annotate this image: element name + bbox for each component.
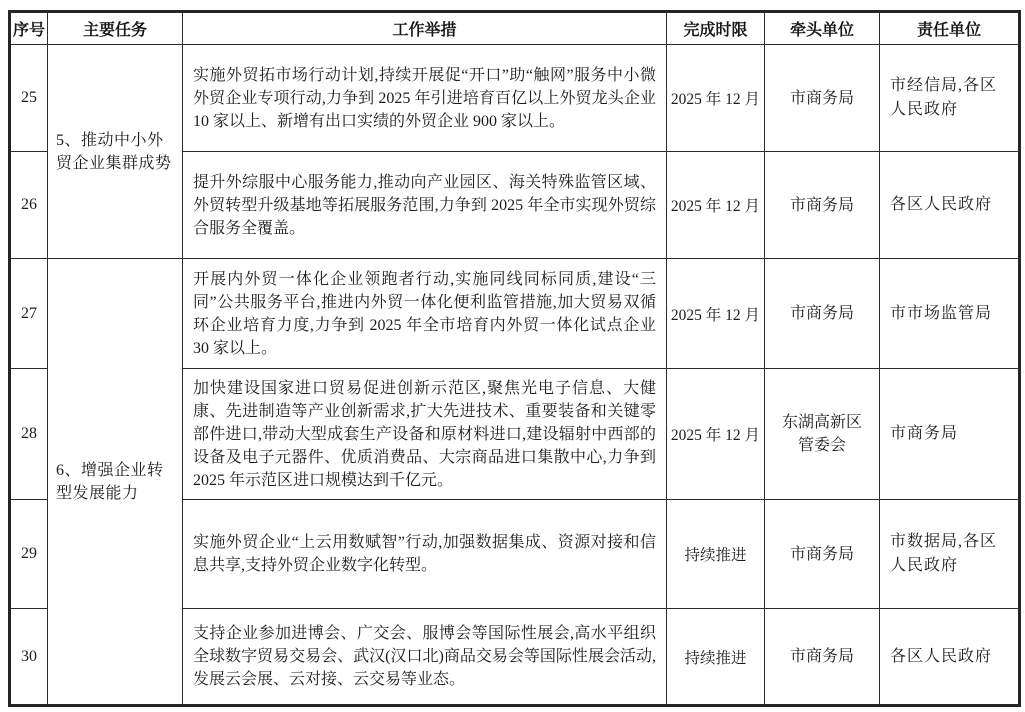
lead-unit: 市商务局: [765, 500, 880, 609]
measure-text: 实施外贸拓市场行动计划,持续开展促“开口”助“触网”服务中小微外贸企业专项行动,力争到 2025 年引进培育百亿以上外贸龙头企业 10 家以上、新增有出口实绩的外贸企业 900 家以上。: [183, 45, 667, 152]
deadline: 2025 年 12 月: [667, 259, 765, 369]
table-row: [10, 45, 1020, 152]
measure-text: 开展内外贸一体化企业领跑者行动,实施同线同标同质,建设“三同”公共服务平台,推进内外贸一体化便利监管措施,加大贸易双循环企业培育力度,力争到 2025 年全市培育内外贸一体化试点企业 30 家以上。: [183, 259, 667, 369]
lead-unit: 市商务局: [765, 609, 880, 706]
row-serial: 26: [10, 152, 48, 259]
col-header-responsible-unit: 责任单位: [880, 12, 1020, 45]
deadline: 2025 年 12 月: [667, 152, 765, 259]
lead-unit: 市商务局: [765, 259, 880, 369]
lead-unit: 东湖高新区管委会: [765, 369, 880, 500]
col-header-measures: 工作举措: [183, 12, 667, 45]
col-header-main-task: 主要任务: [48, 12, 183, 45]
responsible-unit: 市经信局,各区人民政府: [880, 45, 1020, 152]
row-serial: 29: [10, 500, 48, 609]
row-serial: 28: [10, 369, 48, 500]
deadline: 2025 年 12 月: [667, 369, 765, 500]
deadline: 持续推进: [667, 500, 765, 609]
task-breakdown-table: [8, 10, 1021, 707]
row-serial: 27: [10, 259, 48, 369]
responsible-unit: 市商务局: [880, 369, 1020, 500]
responsible-unit: 市市场监管局: [880, 259, 1020, 369]
responsible-unit: 各区人民政府: [880, 609, 1020, 706]
measure-text: 加快建设国家进口贸易促进创新示范区,聚焦光电子信息、大健康、先进制造等产业创新需求,扩大先进技术、重要装备和关键零部件进口,带动大型成套生产设备和原材料进口,建设辐射中西部的设备及电子元器件、优质消费品、大宗商品进口集散中心,力争到 2025 年示范区进口规模达到千亿元。: [183, 369, 667, 500]
row-serial: 30: [10, 609, 48, 706]
deadline: 持续推进: [667, 609, 765, 706]
lead-unit: 市商务局: [765, 152, 880, 259]
col-header-lead-unit: 牵头单位: [765, 12, 880, 45]
responsible-unit: 各区人民政府: [880, 152, 1020, 259]
responsible-unit: 市数据局,各区人民政府: [880, 500, 1020, 609]
task-group-5: 5、推动中小外贸企业集群成势: [48, 45, 183, 259]
measure-text: 支持企业参加进博会、广交会、服博会等国际性展会,高水平组织全球数字贸易交易会、武汉(汉口北)商品交易会等国际性展会活动,发展云会展、云对接、云交易等业态。: [183, 609, 667, 706]
lead-unit: 市商务局: [765, 45, 880, 152]
col-header-deadline: 完成时限: [667, 12, 765, 45]
measure-text: 实施外贸企业“上云用数赋智”行动,加强数据集成、资源对接和信息共享,支持外贸企业数字化转型。: [183, 500, 667, 609]
task-group-6: 6、增强企业转型发展能力: [48, 259, 183, 706]
deadline: 2025 年 12 月: [667, 45, 765, 152]
table-row: [10, 259, 1020, 369]
header-row: [10, 12, 1020, 45]
measure-text: 提升外综服中心服务能力,推动向产业园区、海关特殊监管区域、外贸转型升级基地等拓展服务范围,力争到 2025 年全市实现外贸综合服务全覆盖。: [183, 152, 667, 259]
col-header-serial: 序号: [10, 12, 48, 45]
row-serial: 25: [10, 45, 48, 152]
